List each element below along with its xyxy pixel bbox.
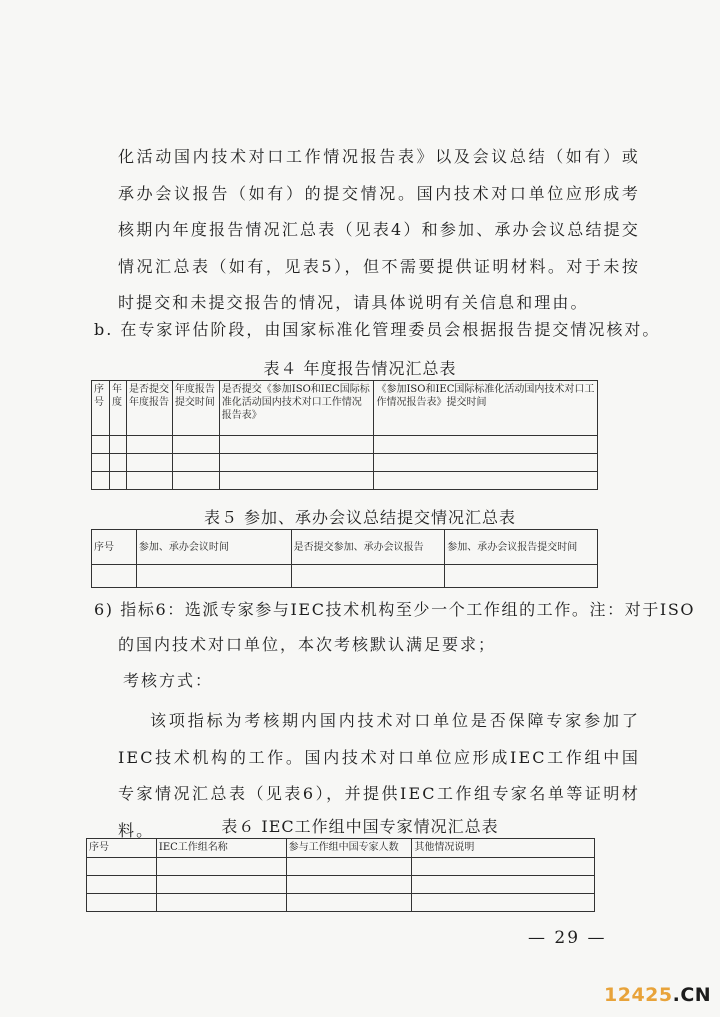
header-cell: 参加、承办会议报告提交时间 — [445, 530, 598, 565]
table6 — [86, 838, 595, 912]
table4 — [91, 380, 598, 490]
table6-caption: 表６ IEC工作组中国专家情况汇总表 — [221, 817, 499, 836]
header-cell: 序号 — [92, 530, 137, 565]
watermark-domain: .CN — [672, 984, 712, 1006]
table-header-row — [92, 530, 598, 565]
table-row — [92, 453, 598, 471]
header-cell: 年度 — [109, 381, 126, 436]
paragraph-indicator: 该项指标为考核期内国内技术对口单位是否保障专家参加了IEC技术机构的工作。国内技术对口单位应形成IEC工作组中国专家情况汇总表（见表6），并提供IEC工作组专家名单等证明材料。 — [118, 711, 640, 840]
header-cell: 序号 — [87, 839, 157, 858]
table-row — [92, 471, 598, 489]
table-row — [87, 894, 595, 912]
assessment-label: 考核方式： — [123, 671, 214, 690]
table-header-row — [87, 839, 595, 858]
header-cell: 是否提交《参加ISO和IEC国际标准化活动国内技术对口工作情况报告表》 — [219, 381, 374, 436]
header-cell: IEC工作组名称 — [156, 839, 286, 858]
table-row — [92, 435, 598, 453]
header-cell: 参与工作组中国专家人数 — [286, 839, 412, 858]
table-row — [92, 565, 598, 588]
item-6-line-2: 的国内技术对口单位，本次考核默认满足要求； — [118, 635, 497, 654]
item-b: b. 在专家评估阶段，由国家标准化管理委员会根据报告提交情况核对。 — [94, 320, 661, 339]
watermark-number: 12425 — [604, 984, 673, 1006]
table5 — [91, 529, 598, 588]
header-cell: 《参加ISO和IEC国际标准化活动国内技术对口工作情况报告表》提交时间 — [374, 381, 598, 436]
table4-caption: 表４ 年度报告情况汇总表 — [263, 359, 457, 378]
page-number: — 29 — — [528, 928, 607, 948]
header-cell: 是否提交年度报告 — [126, 381, 172, 436]
item-6-line-1: 6) 指标6：选派专家参与IEC技术机构至少一个工作组的工作。注：对于ISO — [94, 600, 696, 619]
table-row — [87, 858, 595, 876]
table-header-row — [92, 381, 598, 436]
header-cell: 年度报告提交时间 — [172, 381, 219, 436]
header-cell: 序号 — [92, 381, 110, 436]
paragraph-reporting: 化活动国内技术对口工作情况报告表》以及会议总结（如有）或承办会议报告（如有）的提交情况。国内技术对口单位应形成考核期内年度报告情况汇总表（见表4）和参加、承办会议总结提交情况汇总表（如有，见表5），但不需要提供证明材料。对于未按时提交和未提交报告的情况，请具体说明有关信息和理由。 — [118, 147, 640, 312]
header-cell: 参加、承办会议时间 — [136, 530, 291, 565]
table5-caption: 表５ 参加、承办会议总结提交情况汇总表 — [203, 508, 517, 527]
header-cell: 其他情况说明 — [412, 839, 595, 858]
site-watermark-logo — [604, 984, 711, 1006]
table-row — [87, 876, 595, 894]
header-cell: 是否提交参加、承办会议报告 — [291, 530, 445, 565]
